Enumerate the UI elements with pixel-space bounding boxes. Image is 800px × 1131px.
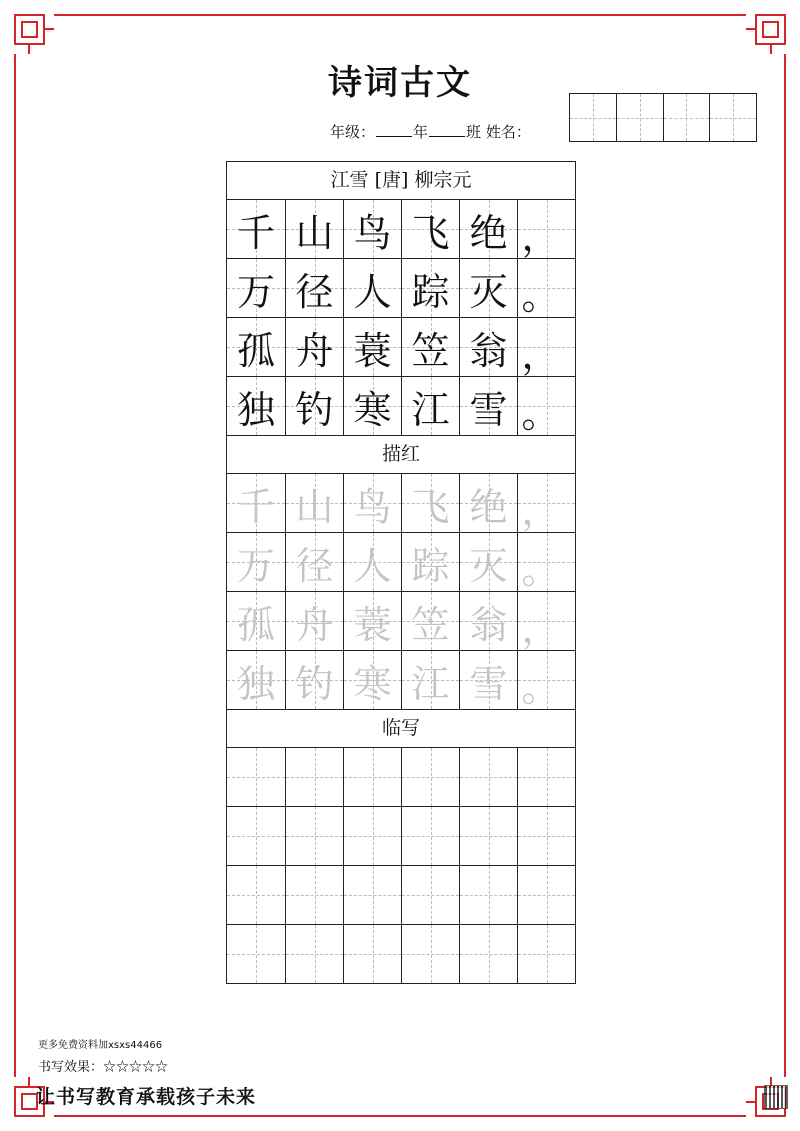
star-rating[interactable]: ☆☆☆☆☆ bbox=[103, 1060, 169, 1075]
character: 孤 bbox=[236, 602, 275, 647]
character-cell bbox=[227, 259, 285, 317]
character-cell bbox=[517, 200, 575, 258]
character: 雪 bbox=[469, 387, 508, 432]
character-cell bbox=[285, 533, 343, 591]
page-title: 诗词古文 bbox=[328, 63, 472, 103]
character-cell bbox=[227, 533, 285, 591]
character: 万 bbox=[236, 543, 275, 588]
character: 。 bbox=[521, 665, 560, 710]
character: 雪 bbox=[469, 661, 508, 706]
trace-grid bbox=[227, 474, 575, 709]
character-cell bbox=[401, 651, 459, 709]
qr-code-icon bbox=[764, 1085, 788, 1109]
effect-label: 书写效果： bbox=[38, 1060, 104, 1075]
character-cell bbox=[227, 318, 285, 376]
grid-row bbox=[227, 200, 575, 258]
character: 飞 bbox=[411, 484, 450, 529]
copy-grid bbox=[227, 748, 575, 983]
character: 山 bbox=[295, 484, 334, 529]
resource-note: 更多免费资料加xsxs44466 bbox=[38, 1040, 163, 1051]
character-cell[interactable] bbox=[459, 866, 517, 924]
character: 鸟 bbox=[353, 210, 392, 255]
grid-row bbox=[227, 924, 575, 983]
name-label: 姓名： bbox=[485, 123, 531, 141]
character: 千 bbox=[236, 484, 275, 529]
grid-row bbox=[227, 532, 575, 591]
character-cell bbox=[343, 651, 401, 709]
character: ， bbox=[521, 332, 560, 377]
character-cell bbox=[459, 651, 517, 709]
character-cell[interactable] bbox=[285, 807, 343, 865]
character: 山 bbox=[295, 210, 334, 255]
character: 舟 bbox=[295, 328, 334, 373]
character-cell bbox=[401, 318, 459, 376]
grid-row bbox=[227, 376, 575, 435]
character-cell[interactable] bbox=[459, 925, 517, 983]
character-cell bbox=[517, 533, 575, 591]
character-cell[interactable] bbox=[285, 748, 343, 806]
character: ， bbox=[521, 606, 560, 651]
character-cell bbox=[401, 377, 459, 435]
character: 蓑 bbox=[353, 602, 392, 647]
grid-row bbox=[227, 650, 575, 709]
character-cell[interactable] bbox=[285, 925, 343, 983]
character-cell[interactable] bbox=[343, 807, 401, 865]
character-cell[interactable] bbox=[517, 925, 575, 983]
character-cell[interactable] bbox=[459, 748, 517, 806]
character: 。 bbox=[521, 547, 560, 592]
character-cell[interactable] bbox=[459, 807, 517, 865]
character: 人 bbox=[353, 543, 392, 588]
character-cell bbox=[401, 200, 459, 258]
character-cell bbox=[343, 474, 401, 532]
grid-row bbox=[227, 474, 575, 532]
poem-heading: 江雪 [唐] 柳宗元 bbox=[227, 162, 575, 200]
character-cell bbox=[227, 651, 285, 709]
character-cell bbox=[517, 377, 575, 435]
character-cell bbox=[459, 200, 517, 258]
character: 江 bbox=[411, 387, 450, 432]
character-cell bbox=[517, 259, 575, 317]
name-cell[interactable] bbox=[663, 94, 710, 141]
character-cell bbox=[227, 377, 285, 435]
worksheet bbox=[226, 161, 576, 984]
character: 翁 bbox=[469, 602, 508, 647]
character: 寒 bbox=[353, 387, 392, 432]
character-cell bbox=[459, 259, 517, 317]
character-cell bbox=[285, 318, 343, 376]
student-info bbox=[330, 121, 531, 142]
character: 江 bbox=[411, 661, 450, 706]
character: 径 bbox=[295, 543, 334, 588]
character-cell[interactable] bbox=[227, 866, 285, 924]
character-cell bbox=[343, 533, 401, 591]
character: 灭 bbox=[469, 269, 508, 314]
poem-grid bbox=[227, 200, 575, 435]
character: 万 bbox=[236, 269, 275, 314]
character: 飞 bbox=[411, 210, 450, 255]
character-cell[interactable] bbox=[401, 807, 459, 865]
character-cell bbox=[517, 651, 575, 709]
character-cell bbox=[401, 592, 459, 650]
character-cell[interactable] bbox=[227, 807, 285, 865]
character-cell[interactable] bbox=[517, 807, 575, 865]
character: 舟 bbox=[295, 602, 334, 647]
grade-label: 年级： bbox=[330, 123, 376, 141]
name-cell[interactable] bbox=[570, 94, 616, 141]
character-cell bbox=[401, 474, 459, 532]
character-cell bbox=[343, 200, 401, 258]
copy-heading: 临写 bbox=[227, 709, 575, 748]
character-cell bbox=[227, 474, 285, 532]
grid-row bbox=[227, 258, 575, 317]
character-cell bbox=[343, 259, 401, 317]
character-cell[interactable] bbox=[517, 866, 575, 924]
character-cell bbox=[343, 377, 401, 435]
character-cell[interactable] bbox=[343, 748, 401, 806]
character-cell bbox=[285, 474, 343, 532]
character: ， bbox=[521, 488, 560, 533]
character-cell bbox=[401, 533, 459, 591]
character-cell bbox=[459, 377, 517, 435]
character-cell bbox=[285, 377, 343, 435]
character-cell[interactable] bbox=[343, 866, 401, 924]
character: ， bbox=[521, 214, 560, 259]
character: 绝 bbox=[469, 210, 508, 255]
character-cell bbox=[227, 592, 285, 650]
character-cell[interactable] bbox=[285, 866, 343, 924]
character: 笠 bbox=[411, 602, 450, 647]
character-cell bbox=[285, 592, 343, 650]
grid-row bbox=[227, 748, 575, 806]
character-cell bbox=[343, 592, 401, 650]
character: 。 bbox=[521, 391, 560, 436]
character-cell[interactable] bbox=[401, 866, 459, 924]
character-cell bbox=[517, 318, 575, 376]
grid-row bbox=[227, 865, 575, 924]
character-cell bbox=[285, 259, 343, 317]
character: 独 bbox=[236, 661, 275, 706]
character: 千 bbox=[236, 210, 275, 255]
character-cell bbox=[459, 533, 517, 591]
character: 钓 bbox=[295, 387, 334, 432]
grid-row bbox=[227, 317, 575, 376]
character: 。 bbox=[521, 273, 560, 318]
character-cell[interactable] bbox=[343, 925, 401, 983]
writing-effect bbox=[38, 1056, 168, 1075]
character: 蓑 bbox=[353, 328, 392, 373]
character: 孤 bbox=[236, 328, 275, 373]
character: 径 bbox=[295, 269, 334, 314]
character: 鸟 bbox=[353, 484, 392, 529]
grid-row bbox=[227, 591, 575, 650]
character-cell bbox=[285, 651, 343, 709]
character: 寒 bbox=[353, 661, 392, 706]
character: 翁 bbox=[469, 328, 508, 373]
character-cell bbox=[285, 200, 343, 258]
character-cell[interactable] bbox=[401, 925, 459, 983]
character-cell bbox=[227, 200, 285, 258]
character: 人 bbox=[353, 269, 392, 314]
name-cell[interactable] bbox=[616, 94, 663, 141]
character: 灭 bbox=[469, 543, 508, 588]
grid-row bbox=[227, 806, 575, 865]
character-cell bbox=[517, 592, 575, 650]
character: 踪 bbox=[411, 269, 450, 314]
character: 绝 bbox=[469, 484, 508, 529]
character-cell bbox=[459, 318, 517, 376]
character-cell bbox=[459, 592, 517, 650]
name-box[interactable] bbox=[569, 93, 757, 142]
slogan: 让书写教育承载孩子未来 bbox=[36, 1086, 257, 1108]
class-label: 班 bbox=[466, 123, 482, 141]
name-cell[interactable] bbox=[709, 94, 756, 141]
character: 钓 bbox=[295, 661, 334, 706]
class-blank[interactable] bbox=[429, 124, 465, 137]
character: 独 bbox=[236, 387, 275, 432]
character-cell bbox=[459, 474, 517, 532]
character-cell[interactable] bbox=[227, 925, 285, 983]
character-cell[interactable] bbox=[517, 748, 575, 806]
trace-heading: 描红 bbox=[227, 435, 575, 474]
character-cell bbox=[401, 259, 459, 317]
character-cell[interactable] bbox=[227, 748, 285, 806]
character-cell bbox=[517, 474, 575, 532]
character-cell bbox=[343, 318, 401, 376]
character-cell[interactable] bbox=[401, 748, 459, 806]
grade-blank[interactable] bbox=[376, 124, 412, 137]
year-label: 年 bbox=[413, 123, 429, 141]
character: 踪 bbox=[411, 543, 450, 588]
character: 笠 bbox=[411, 328, 450, 373]
